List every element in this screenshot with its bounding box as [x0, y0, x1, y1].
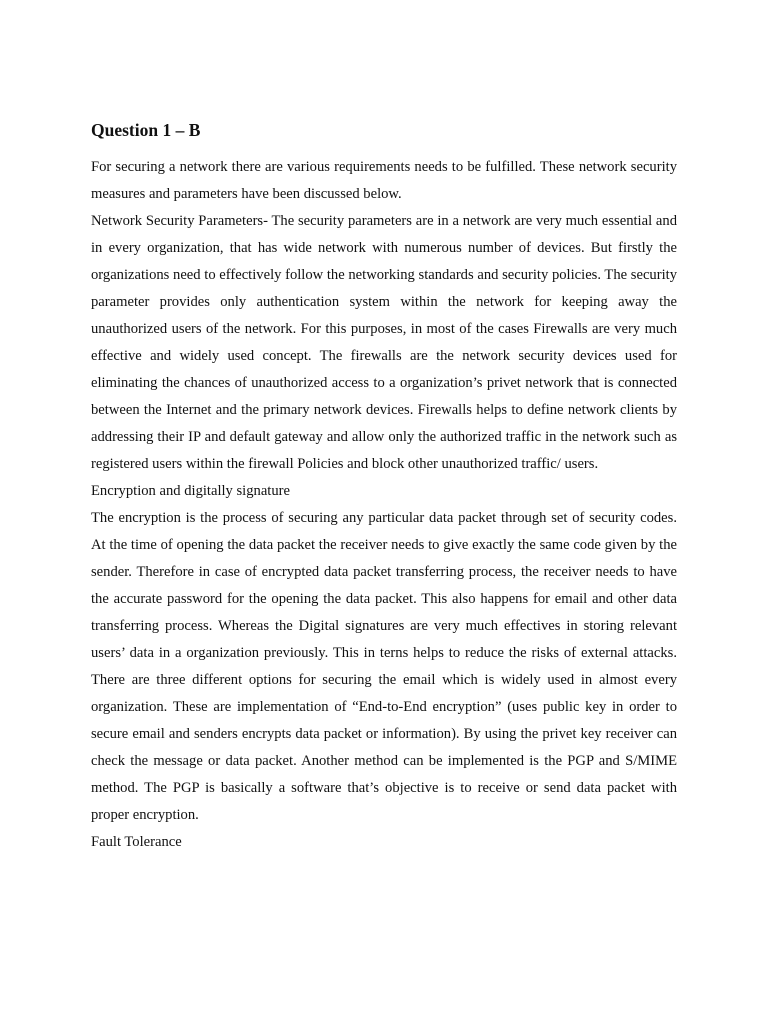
encryption-subheading: Encryption and digitally signature — [91, 483, 290, 499]
question-heading: Question 1 – B — [91, 120, 201, 140]
network-security-parameters-paragraph: Network Security Parameters- The security parameters are in a network are very much essential and in every organization, that has wide network with numerous number of devices. But firstly the organizations need to effectively follow the networking standards and security policies. The security parameter provides only authentication system within the network for keeping away the unauthorized users of the network. For this purposes, in most of the cases Firewalls are very much effective and widely used concept. The firewalls are the network security devices used for eliminating the chances of unauthorized access to a organization’s privet network that is connected between the Internet and the primary network devices. Firewalls helps to define network clients by addressing their IP and default gateway and allow only the authorized traffic in the network such as registered users within the firewall Policies and block other unauthorized traffic/ users. — [91, 213, 677, 472]
fault-tolerance-subheading: Fault Tolerance — [91, 834, 182, 850]
document-page — [91, 118, 677, 856]
intro-paragraph: For securing a network there are various requirements needs to be fulfilled. These network security measures and parameters have been discussed below. — [91, 159, 677, 202]
encryption-paragraph: The encryption is the process of securing any particular data packet through set of security codes. At the time of opening the data packet the receiver needs to give exactly the same code given by the sender. Therefore in case of encrypted data packet transferring process, the receiver needs to have the accurate password for the opening the data packet. This also happens for email and other data transferring process. Whereas the Digital signatures are very much effectives in storing relevant users’ data in a organization previously. This in terns helps to reduce the risks of external attacks. There are three different options for securing the email which is widely used in almost every organization. These are implementation of “End-to-End encryption” (uses public key in order to secure email and senders encrypts data packet or information). By using the privet key receiver can check the message or data packet. Another method can be implemented is the PGP and S/MIME method. The PGP is basically a software that’s objective is to receive or send data packet with proper encryption. — [91, 510, 677, 823]
